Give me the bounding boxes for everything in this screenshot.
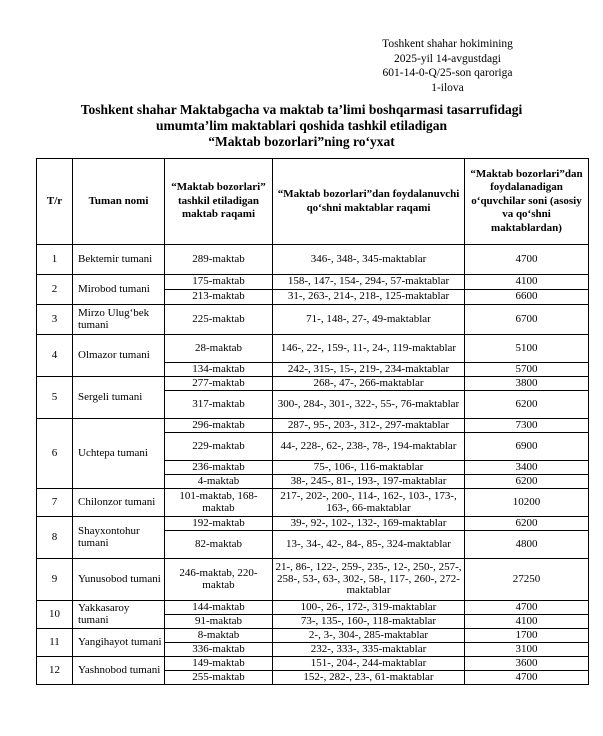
district-name: Chilonzor tumani <box>73 489 165 517</box>
neighbor-schools: 158-, 147-, 154-, 294-, 57-maktablar <box>273 275 465 290</box>
student-count: 6200 <box>465 517 589 531</box>
approval-header <box>340 37 555 95</box>
neighbor-schools: 100-, 26-, 172-, 319-maktablar <box>273 601 465 615</box>
student-count: 4800 <box>465 531 589 559</box>
district-name: Yunusobod tumani <box>73 559 165 601</box>
school-number: 336-maktab <box>165 643 273 657</box>
table-row <box>37 335 589 363</box>
neighbor-schools: 300-, 284-, 301-, 322-, 55-, 76-maktablar <box>273 391 465 419</box>
school-number: 101-maktab, 168-maktab <box>165 489 273 517</box>
student-count: 4700 <box>465 671 589 685</box>
table-header-row <box>37 159 589 245</box>
district-name: Olmazor tumani <box>73 335 165 377</box>
title-line-1: Toshkent shahar Maktabgacha va maktab ta’limi boshqarmasi tasarrufidagi <box>80 102 523 117</box>
table-row <box>37 489 589 517</box>
school-number: 229-maktab <box>165 433 273 461</box>
table-row <box>37 629 589 643</box>
school-number: 213-maktab <box>165 290 273 305</box>
student-count: 7300 <box>465 419 589 433</box>
header-num: T/r <box>37 159 73 245</box>
title-line-3: “Maktab bozorlari”ning ro‘yxat <box>208 134 395 149</box>
district-name: Yangihayot tumani <box>73 629 165 657</box>
neighbor-schools: 242-, 315-, 15-, 219-, 234-maktablar <box>273 363 465 377</box>
district-name: Mirobod tumani <box>73 275 165 305</box>
district-name: Shayxontohur tumani <box>73 517 165 559</box>
header-count: “Maktab bozorlari”dan foydalanadigan o‘quvchilar soni (asosiy va qo‘shni maktablardan) <box>465 159 589 245</box>
school-number: 144-maktab <box>165 601 273 615</box>
neighbor-schools: 152-, 282-, 23-, 61-maktablar <box>273 671 465 685</box>
school-number: 134-maktab <box>165 363 273 377</box>
table-row <box>37 305 589 335</box>
student-count: 3400 <box>465 461 589 475</box>
neighbor-schools: 346-, 348-, 345-maktablar <box>273 245 465 275</box>
neighbor-schools: 146-, 22-, 159-, 11-, 24-, 119-maktablar <box>273 335 465 363</box>
neighbor-schools: 73-, 135-, 160-, 118-maktablar <box>273 615 465 629</box>
neighbor-schools: 268-, 47-, 266-maktablar <box>273 377 465 391</box>
row-number: 6 <box>37 419 73 489</box>
approval-line-1: Toshkent shahar hokimining <box>382 38 513 50</box>
neighbor-schools: 38-, 245-, 81-, 193-, 197-maktablar <box>273 475 465 489</box>
district-name: Bektemir tumani <box>73 245 165 275</box>
school-number: 28-maktab <box>165 335 273 363</box>
student-count: 3800 <box>465 377 589 391</box>
row-number: 12 <box>37 657 73 685</box>
table-row <box>37 601 589 615</box>
student-count: 4700 <box>465 245 589 275</box>
school-number: 296-maktab <box>165 419 273 433</box>
row-number: 1 <box>37 245 73 275</box>
header-district: Tuman nomi <box>73 159 165 245</box>
neighbor-schools: 2-, 3-, 304-, 285-maktablar <box>273 629 465 643</box>
row-number: 11 <box>37 629 73 657</box>
student-count: 1700 <box>465 629 589 643</box>
student-count: 4100 <box>465 615 589 629</box>
school-number: 317-maktab <box>165 391 273 419</box>
table-row <box>37 419 589 433</box>
row-number: 8 <box>37 517 73 559</box>
school-number: 236-maktab <box>165 461 273 475</box>
neighbor-schools: 287-, 95-, 203-, 312-, 297-maktablar <box>273 419 465 433</box>
district-name: Uchtepa tumani <box>73 419 165 489</box>
student-count: 3600 <box>465 657 589 671</box>
student-count: 5700 <box>465 363 589 377</box>
approval-line-2: 2025-yil 14-avgustdagi <box>394 52 501 65</box>
neighbor-schools: 71-, 148-, 27-, 49-maktablar <box>273 305 465 335</box>
table-row <box>37 275 589 290</box>
school-markets-table <box>36 158 589 685</box>
school-number: 225-maktab <box>165 305 273 335</box>
row-number: 9 <box>37 559 73 601</box>
student-count: 4100 <box>465 275 589 290</box>
neighbor-schools: 13-, 34-, 42-, 84-, 85-, 324-maktablar <box>273 531 465 559</box>
table-row <box>37 559 589 601</box>
approval-line-3: 601-14-0-Q/25-son qaroriga <box>382 67 513 79</box>
student-count: 6900 <box>465 433 589 461</box>
neighbor-schools: 151-, 204-, 244-maktablar <box>273 657 465 671</box>
school-number: 192-maktab <box>165 517 273 531</box>
neighbor-schools: 232-, 333-, 335-maktablar <box>273 643 465 657</box>
row-number: 10 <box>37 601 73 629</box>
school-number: 175-maktab <box>165 275 273 290</box>
school-number: 149-maktab <box>165 657 273 671</box>
neighbor-schools: 44-, 228-, 62-, 238-, 78-, 194-maktablar <box>273 433 465 461</box>
district-name: Yakkasaroy tumani <box>73 601 165 629</box>
school-number: 4-maktab <box>165 475 273 489</box>
table-row <box>37 657 589 671</box>
school-number: 289-maktab <box>165 245 273 275</box>
student-count: 6200 <box>465 475 589 489</box>
district-name: Mirzo Ulug‘bek tumani <box>73 305 165 335</box>
school-number: 91-maktab <box>165 615 273 629</box>
student-count: 6600 <box>465 290 589 305</box>
approval-line-4: 1-ilova <box>431 81 464 94</box>
student-count: 4700 <box>465 601 589 615</box>
school-number: 246-maktab, 220-maktab <box>165 559 273 601</box>
row-number: 7 <box>37 489 73 517</box>
student-count: 6700 <box>465 305 589 335</box>
student-count: 6200 <box>465 391 589 419</box>
school-number: 255-maktab <box>165 671 273 685</box>
document-title <box>0 102 603 150</box>
row-number: 5 <box>37 377 73 419</box>
table-row <box>37 517 589 531</box>
district-name: Sergeli tumani <box>73 377 165 419</box>
title-line-2: umumta’lim maktablari qoshida tashkil etiladigan <box>155 118 448 133</box>
header-school: “Maktab bozorlari” tashkil etiladigan maktab raqami <box>165 159 273 245</box>
school-number: 8-maktab <box>165 629 273 643</box>
row-number: 3 <box>37 305 73 335</box>
neighbor-schools: 217-, 202-, 200-, 114-, 162-, 103-, 173-, 163-, 66-maktablar <box>273 489 465 517</box>
student-count: 10200 <box>465 489 589 517</box>
student-count: 3100 <box>465 643 589 657</box>
student-count: 5100 <box>465 335 589 363</box>
neighbor-schools: 75-, 106-, 116-maktablar <box>273 461 465 475</box>
neighbor-schools: 21-, 86-, 122-, 259-, 235-, 12-, 250-, 257-, 258-, 53-, 63-, 302-, 58-, 117-, 260-, 272-maktablar <box>273 559 465 601</box>
neighbor-schools: 31-, 263-, 214-, 218-, 125-maktablar <box>273 290 465 305</box>
neighbor-schools: 39-, 92-, 102-, 132-, 169-maktablar <box>273 517 465 531</box>
row-number: 2 <box>37 275 73 305</box>
table-row <box>37 377 589 391</box>
row-number: 4 <box>37 335 73 377</box>
district-name: Yashnobod tumani <box>73 657 165 685</box>
school-number: 82-maktab <box>165 531 273 559</box>
student-count: 27250 <box>465 559 589 601</box>
table-row <box>37 245 589 275</box>
header-neighbors: “Maktab bozorlari”dan foydalanuvchi qo‘shni maktablar raqami <box>273 159 465 245</box>
school-number: 277-maktab <box>165 377 273 391</box>
